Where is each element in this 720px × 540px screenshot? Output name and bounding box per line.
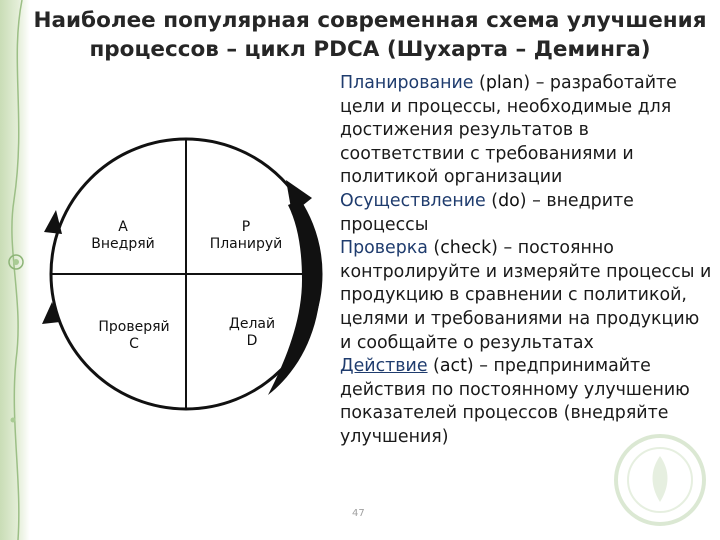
quadrant-act — [84, 219, 162, 253]
arrow-head-left-upper-icon — [44, 210, 62, 234]
quadrant-plan-letter: P — [241, 219, 251, 235]
quadrant-do-word: Делай — [228, 316, 276, 332]
page-number: 47 — [352, 508, 365, 519]
plan-key: plan — [485, 73, 524, 93]
quadrant-act-word: Внедряй — [91, 236, 155, 252]
do-key: do — [498, 190, 520, 211]
pdca-description — [340, 72, 715, 450]
check-desc: – постоянно контролируйте и измеряйте процессы и продукцию в сравнении с политикой, целями и требованиями на продукцию и сообщайте о результатах — [340, 238, 712, 353]
do-paragraph — [340, 190, 715, 237]
do-paren-open: ( — [485, 190, 499, 211]
check-paragraph — [340, 237, 715, 355]
plan-paren-open: ( — [473, 73, 486, 93]
quadrant-plan-word: Планируй — [209, 236, 283, 252]
check-paren-close: ) — [491, 238, 498, 259]
act-paren-close: ) — [466, 356, 474, 377]
plan-desc: – разработайте цели и процессы, необходимые для достижения результатов в соответствии с требованиями и политикой организации — [340, 73, 677, 188]
quadrant-plan — [198, 219, 294, 253]
plan-paragraph — [340, 72, 715, 190]
plan-paren-close: ) — [523, 73, 531, 93]
act-paren-open: ( — [427, 356, 440, 377]
quadrant-do — [210, 316, 294, 350]
plan-term: Планирование — [340, 73, 474, 93]
act-desc: – предпринимайте действия по постоянному улучшению показателей процессов (внедряйте улучшения) — [340, 356, 690, 447]
check-paren-open: ( — [427, 238, 441, 259]
act-key: act — [439, 356, 467, 377]
act-term: Действие — [340, 356, 428, 377]
check-key: check — [440, 238, 492, 259]
quadrant-act-letter: A — [118, 219, 128, 235]
quadrant-check-word: Проверяй — [98, 319, 170, 335]
quadrant-do-letter: D — [246, 333, 258, 349]
slide-title-line-2: процессов – цикл PDCA (Шухарта – Деминга) — [89, 37, 651, 62]
do-desc: – внедрите процессы — [340, 190, 634, 235]
pdca-cycle-diagram — [0, 0, 340, 540]
check-term: Проверка — [340, 238, 428, 259]
do-paren-close: ) — [519, 190, 527, 211]
quadrant-check — [86, 319, 182, 353]
quadrant-check-letter: C — [129, 336, 139, 352]
do-term: Осуществление — [340, 190, 486, 211]
slide-title-line-1: Наиболее популярная современная схема улучшения — [33, 8, 707, 33]
organization-seal-watermark — [610, 430, 710, 530]
